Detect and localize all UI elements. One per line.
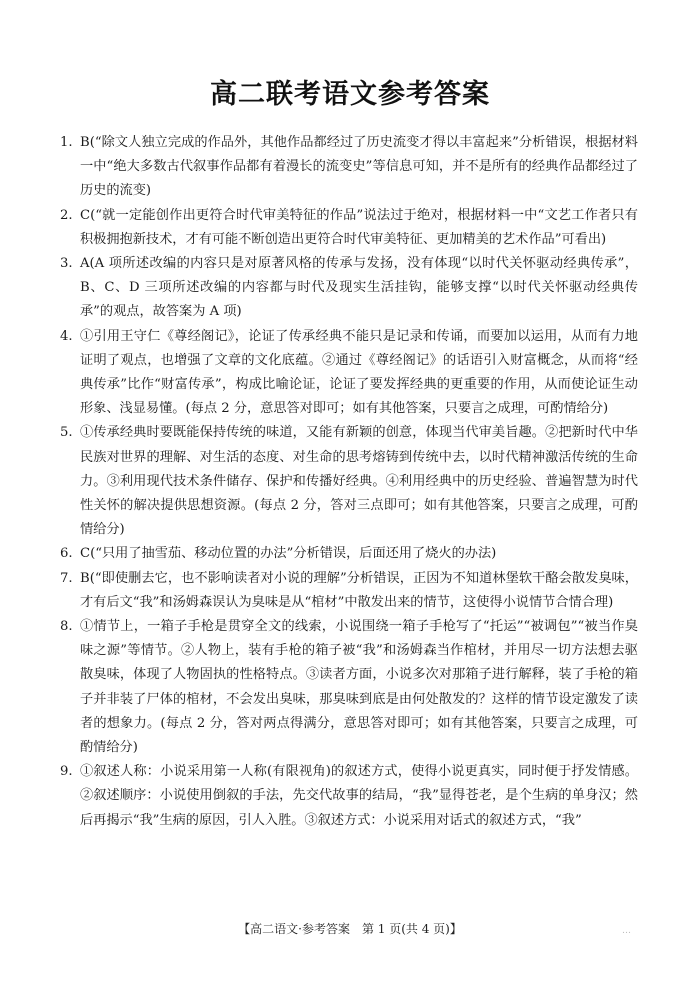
answer-text: C(“就一定能创作出更符合时代审美特征的作品”说法过于绝对，根据材料一中“文艺工作者只有积极拥抱新技术，才有可能不断创造出更符合时代审美特征、更加精美的艺术作品”可看出) [80, 207, 638, 247]
answer-number: 9. [60, 764, 73, 780]
answer-number: 6. [60, 546, 73, 562]
answer-text: B(“即使删去它，也不影响读者对小说的理解”分析错误，正因为不知道林堡软干酪会散发臭味，才有后文“我”和汤姆森误认为臭味是从“棺材”中散发出来的情节，这使得小说情节合情合理) [80, 570, 638, 610]
answer-text: ①情节上，一箱子手枪是贯穿全文的线索，小说围绕一箱子手枪写了“托运”“被调包”“被当作臭味之源”等情节。②人物上，装有手枪的箱子被“我”和汤姆森当作棺材，并用尽一切方法想去驱散臭味，体现了人物固执的性格特点。③读者方面，小说多次对那箱子进行解释，装了手枪的箱子并非装了尸体的棺材，不会发出臭味，那臭味到底是由何处散发的？这样的情节设定激发了读者的想象力。(每点 2 分，答对两点得满分，意思答对即可；如有其他答案，只要言之成理，可酌情给分) [80, 619, 638, 756]
answer-number: 3. [60, 256, 73, 272]
answer-item [60, 615, 638, 760]
answer-item [60, 421, 638, 542]
answer-number: 1. [60, 135, 73, 150]
answer-text: ①叙述人称：小说采用第一人称(有限视角)的叙述方式，使得小说更真实，同时便于抒发情感。②叙述顺序：小说使用倒叙的手法，先交代故事的结局，“我”显得苍老，是个生病的单身汉；然后再揭示“我”生病的原因，引人入胜。③叙述方式：小说采用对话式的叙述方式，“我” [80, 764, 638, 828]
answer-text: ①传承经典时要既能保持传统的味道，又能有新颖的创意，体现当代审美旨趣。②把新时代中华民族对世界的理解、对生活的态度、对生命的思考熔铸到传统中去，以时代精神激活传统的生命力。③利用现代技术条件储存、保护和传播好经典。④利用经典中的历史经验、普遍智慧为时代性关怀的解决提供思想资源。(每点 2 分，答对三点即可；如有其他答案，只要言之成理，可酌情给分) [80, 425, 638, 538]
answer-text: ①引用王守仁《尊经阁记》，论证了传承经典不能只是记录和传诵，而要加以运用，从而有力地证明了观点，也增强了文章的文化底蕴。②通过《尊经阁记》的话语引入财富概念，从而将“经典传承”比作“财富传承”，构成比喻论证，论证了要发挥经典的更重要的作用，从而使论证生动形象、浅显易懂。(每点 2 分，意思答对即可；如有其他答案，只要言之成理，可酌情给分) [80, 328, 638, 417]
answer-item [60, 252, 638, 325]
answer-number: 4. [60, 328, 73, 344]
answer-text: A(A 项所述改编的内容只是对原著风格的传承与发扬，没有体现“以时代关怀驱动经典传承”，B、C、D 三项所述改编的内容都与时代及现实生活挂钩，能够支撑“以时代关怀驱动经典传承”的观点，故答案为 A 项) [80, 256, 638, 320]
answer-item [60, 325, 638, 422]
corner-mark: … [622, 926, 631, 936]
answer-number: 5. [60, 425, 73, 441]
answer-number: 2. [60, 207, 73, 223]
answer-text: C(“只用了抽雪茄、移动位置的办法”分析错误，后面还用了烧火的办法) [80, 546, 497, 562]
answer-number: 7. [60, 570, 73, 586]
answer-item [60, 567, 638, 615]
page-title: 高二联考语文参考答案 [210, 79, 490, 110]
answer-item [60, 542, 638, 566]
page-footer: 【高二语文·参考答案 第 1 页(共 4 页)】 [238, 922, 462, 936]
answer-number: 8. [60, 619, 73, 635]
answer-list [60, 131, 638, 833]
answer-item [60, 131, 638, 204]
answer-text: B(“除文人独立完成的作品外，其他作品都经过了历史流变才得以丰富起来”分析错误，根据材料一中“绝大多数古代叙事作品都有着漫长的流变史”等信息可知，并不是所有的经典作品都经过了历史的流变) [80, 135, 638, 199]
answer-item [60, 204, 638, 252]
answer-item [60, 760, 638, 833]
